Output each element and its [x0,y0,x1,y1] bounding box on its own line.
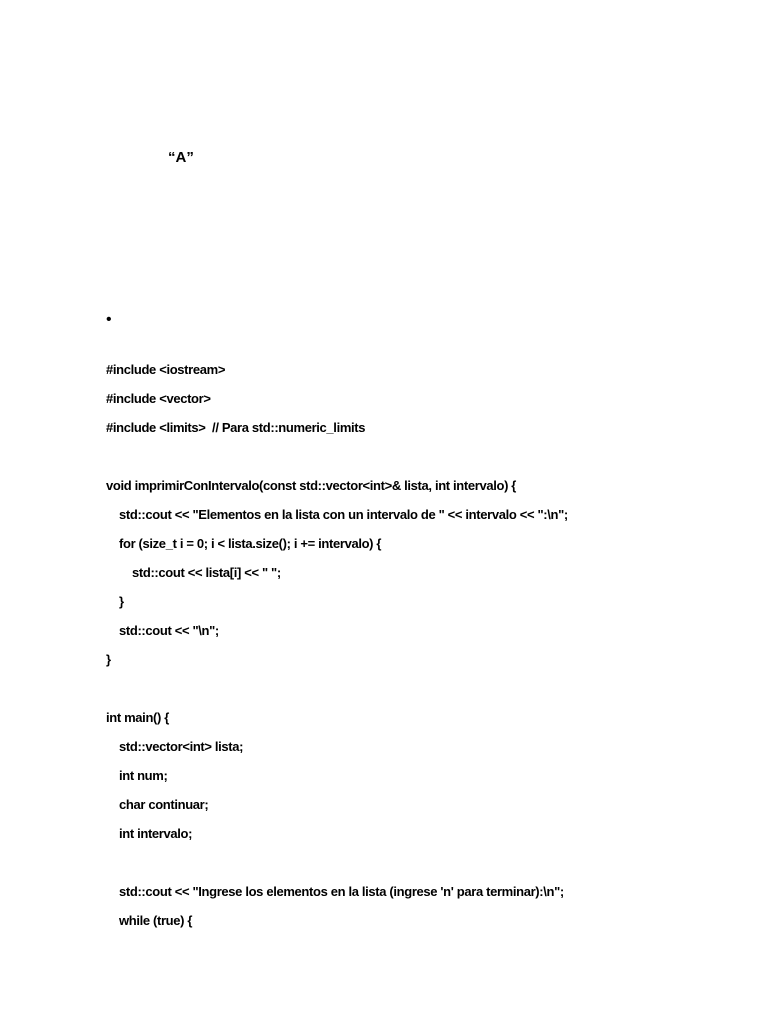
blank-line [106,447,746,476]
code-line: } [106,652,111,667]
code-line: #include <limits> // Para std::numeric_limits [106,420,366,435]
blank-line [106,853,746,882]
code-line: int main() { [106,710,169,725]
code-line: char continuar; [119,797,209,812]
code-line: void imprimirConIntervalo(const std::vector<int>& lista, int intervalo) { [106,478,517,493]
code-line: for (size_t i = 0; i < lista.size(); i += intervalo) { [119,536,382,551]
code-line: #include <iostream> [106,362,226,377]
code-line: while (true) { [119,913,193,928]
code-line: } [119,594,124,609]
code-line: int intervalo; [119,826,193,841]
code-line: std::cout << "\n"; [119,623,219,638]
code-line: int num; [119,768,168,783]
code-line: std::cout << "Elementos en la lista con un intervalo de " << intervalo << ":\n"; [119,507,568,522]
blank-line [106,679,746,708]
section-heading: “A” [168,149,194,166]
code-line: #include <vector> [106,391,211,406]
code-block [106,360,746,940]
code-line: std::vector<int> lista; [119,739,244,754]
bullet-point: • [106,311,112,328]
code-line: std::cout << "Ingrese los elementos en la lista (ingrese 'n' para terminar):\n"; [119,884,564,899]
code-line: std::cout << lista[i] << " "; [132,565,281,580]
